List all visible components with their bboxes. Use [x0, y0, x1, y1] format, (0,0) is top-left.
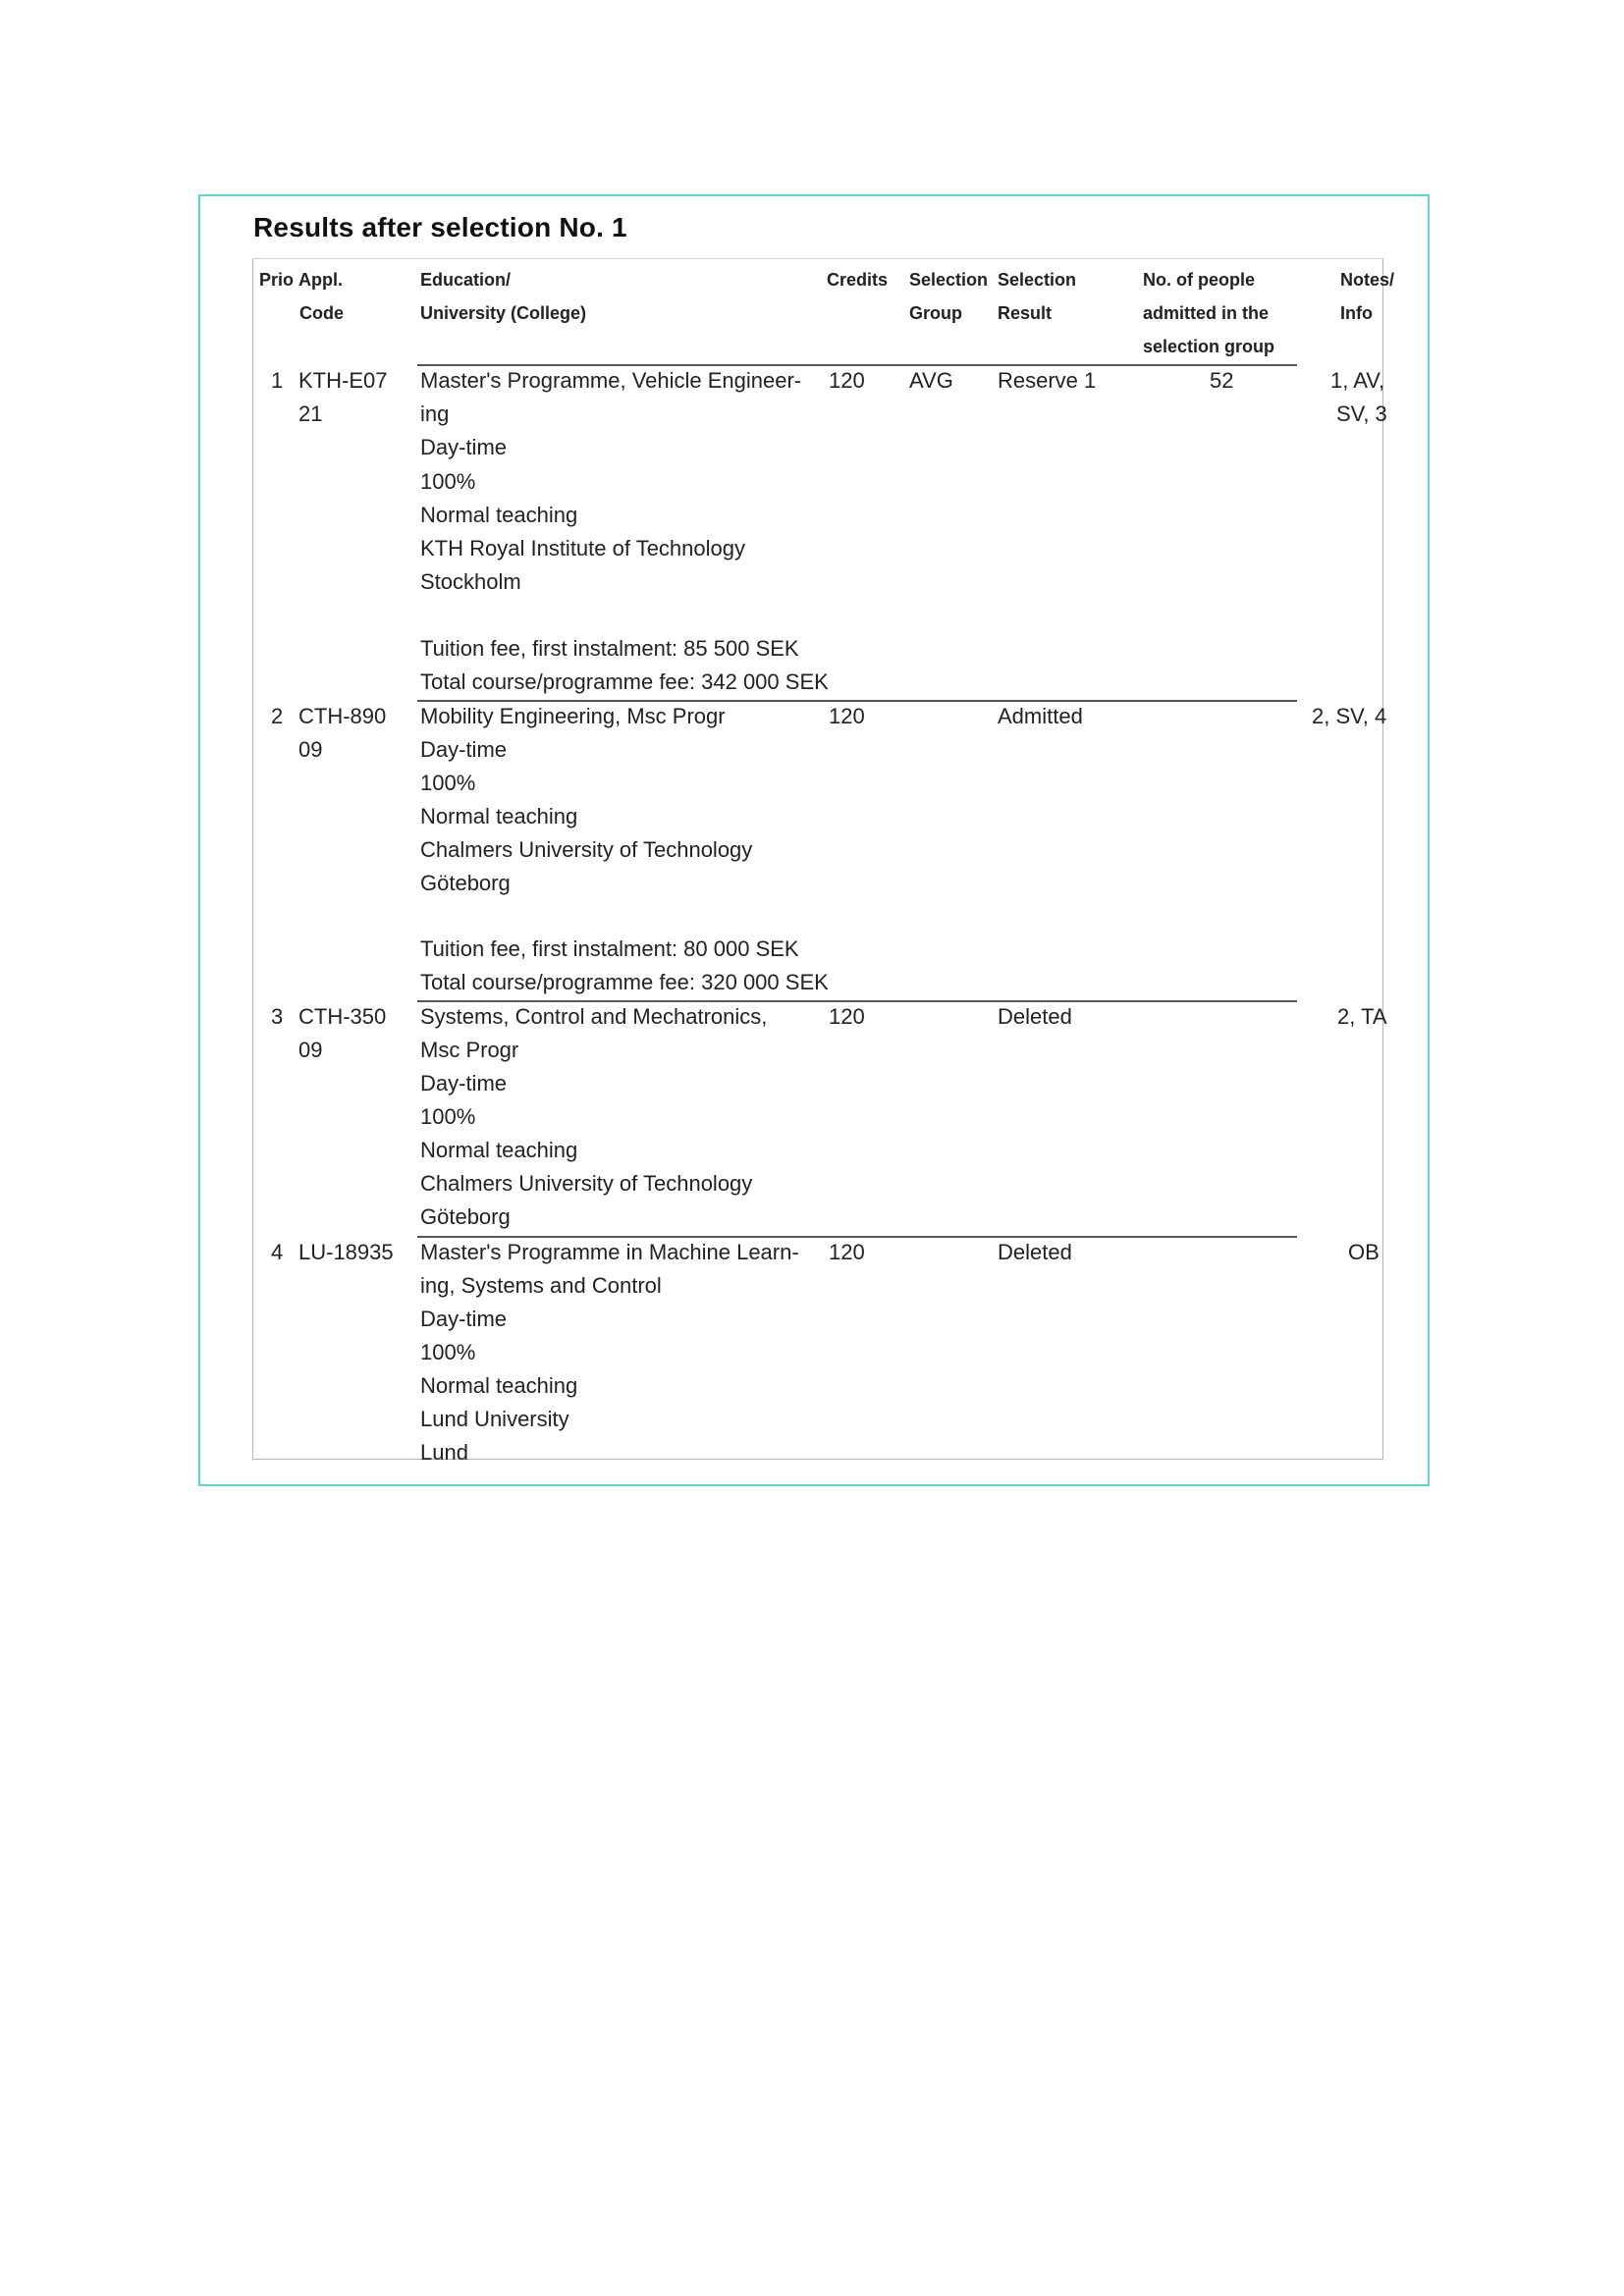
- row-1-group: AVG: [909, 368, 953, 393]
- header-prio: Prio: [259, 270, 295, 290]
- row-3-edu-1: Systems, Control and Mechatronics,: [420, 1004, 768, 1029]
- row-2-edu-5: Chalmers University of Technology: [420, 837, 753, 862]
- row-3-edu-4: 100%: [420, 1104, 476, 1129]
- row-2-code-2: 09: [298, 737, 323, 762]
- row-2-result: Admitted: [998, 704, 1083, 728]
- row-3-edu-7: Göteborg: [420, 1204, 511, 1229]
- header-education-1: Education/: [420, 270, 512, 290]
- row-3-edu-5: Normal teaching: [420, 1138, 578, 1162]
- row-1-edu-6: KTH Royal Institute of Technology: [420, 536, 745, 561]
- header-selection-result-2: Result: [998, 303, 1053, 323]
- row-4-credits: 120: [829, 1240, 865, 1264]
- row-4-code-1: LU-18935: [298, 1240, 394, 1264]
- row-4-edu-4: 100%: [420, 1340, 476, 1364]
- header-admitted-3: selection group: [1143, 337, 1275, 356]
- row-3-edu-6: Chalmers University of Technology: [420, 1171, 753, 1196]
- row-4-edu-5: Normal teaching: [420, 1373, 578, 1398]
- row-3-edu-2: Msc Progr: [420, 1038, 519, 1062]
- row-2-edu-8: Tuition fee, first instalment: 80 000 SEK: [420, 936, 799, 961]
- row-3-code-1: CTH-350: [298, 1004, 387, 1029]
- header-notes-2: Info: [1340, 303, 1373, 323]
- row-1-edu-9: Tuition fee, first instalment: 85 500 SEK: [420, 636, 799, 661]
- row-4-edu-7: Lund: [420, 1440, 468, 1465]
- row-4-notes-1: OB: [1348, 1240, 1380, 1264]
- row-2-edu-6: Göteborg: [420, 871, 511, 895]
- row-1-result: Reserve 1: [998, 368, 1097, 393]
- row-3-notes-1: 2, TA: [1337, 1004, 1387, 1029]
- row-4-edu-3: Day-time: [420, 1307, 508, 1331]
- row-2-code-1: CTH-890: [298, 704, 387, 728]
- row-1-edu-10: Total course/programme fee: 342 000 SEK: [420, 669, 829, 694]
- row-1-edu-3: Day-time: [420, 435, 508, 459]
- row-3-credits: 120: [829, 1004, 865, 1029]
- row-2-credits: 120: [829, 704, 865, 728]
- header-selection-group-1: Selection: [909, 270, 989, 290]
- row-3-result: Deleted: [998, 1004, 1072, 1029]
- header-appl-code-2: Code: [299, 303, 344, 323]
- row-2-edu-1: Mobility Engineering, Msc Progr: [420, 704, 726, 728]
- row-1-admitted: 52: [1210, 368, 1234, 393]
- row-1-edu-2: ing: [420, 401, 450, 426]
- header-education-2: University (College): [420, 303, 587, 323]
- row-1-credits: 120: [829, 368, 865, 393]
- row-3-prio: 3: [271, 1004, 284, 1029]
- row-4-prio: 4: [271, 1240, 284, 1264]
- row-2-edu-4: Normal teaching: [420, 804, 578, 828]
- header-admitted-2: admitted in the: [1143, 303, 1270, 323]
- row-4-edu-1: Master's Programme in Machine Learn-: [420, 1240, 799, 1264]
- page-title: Results after selection No. 1: [253, 212, 627, 242]
- header-credits: Credits: [827, 270, 889, 290]
- row-2-edu-2: Day-time: [420, 737, 508, 762]
- row-1-edu-7: Stockholm: [420, 569, 521, 594]
- row-4-edu-2: ing, Systems and Control: [420, 1273, 662, 1298]
- header-appl-code-1: Appl.: [298, 270, 343, 290]
- row-4-edu-6: Lund University: [420, 1407, 569, 1431]
- row-2-prio: 2: [271, 704, 284, 728]
- row-1-prio: 1: [271, 368, 284, 393]
- row-3-code-2: 09: [298, 1038, 323, 1062]
- row-1-code-1: KTH-E07: [298, 368, 388, 393]
- row-1-edu-4: 100%: [420, 469, 476, 494]
- header-notes-1: Notes/: [1340, 270, 1395, 290]
- row-3-edu-3: Day-time: [420, 1071, 508, 1095]
- row-2-edu-3: 100%: [420, 771, 476, 795]
- header-selection-group-2: Group: [909, 303, 962, 323]
- row-2-edu-9: Total course/programme fee: 320 000 SEK: [420, 970, 829, 994]
- row-1-code-2: 21: [298, 401, 323, 426]
- row-2-notes-1: 2, SV, 4: [1312, 704, 1387, 728]
- row-1-notes-1: 1, AV,: [1330, 368, 1385, 393]
- row-4-result: Deleted: [998, 1240, 1072, 1264]
- header-admitted-1: No. of people: [1143, 270, 1255, 290]
- row-1-notes-2: SV, 3: [1336, 401, 1387, 426]
- header-selection-result-1: Selection: [998, 270, 1077, 290]
- row-1-edu-1: Master's Programme, Vehicle Engineer-: [420, 368, 802, 393]
- row-1-edu-5: Normal teaching: [420, 503, 578, 527]
